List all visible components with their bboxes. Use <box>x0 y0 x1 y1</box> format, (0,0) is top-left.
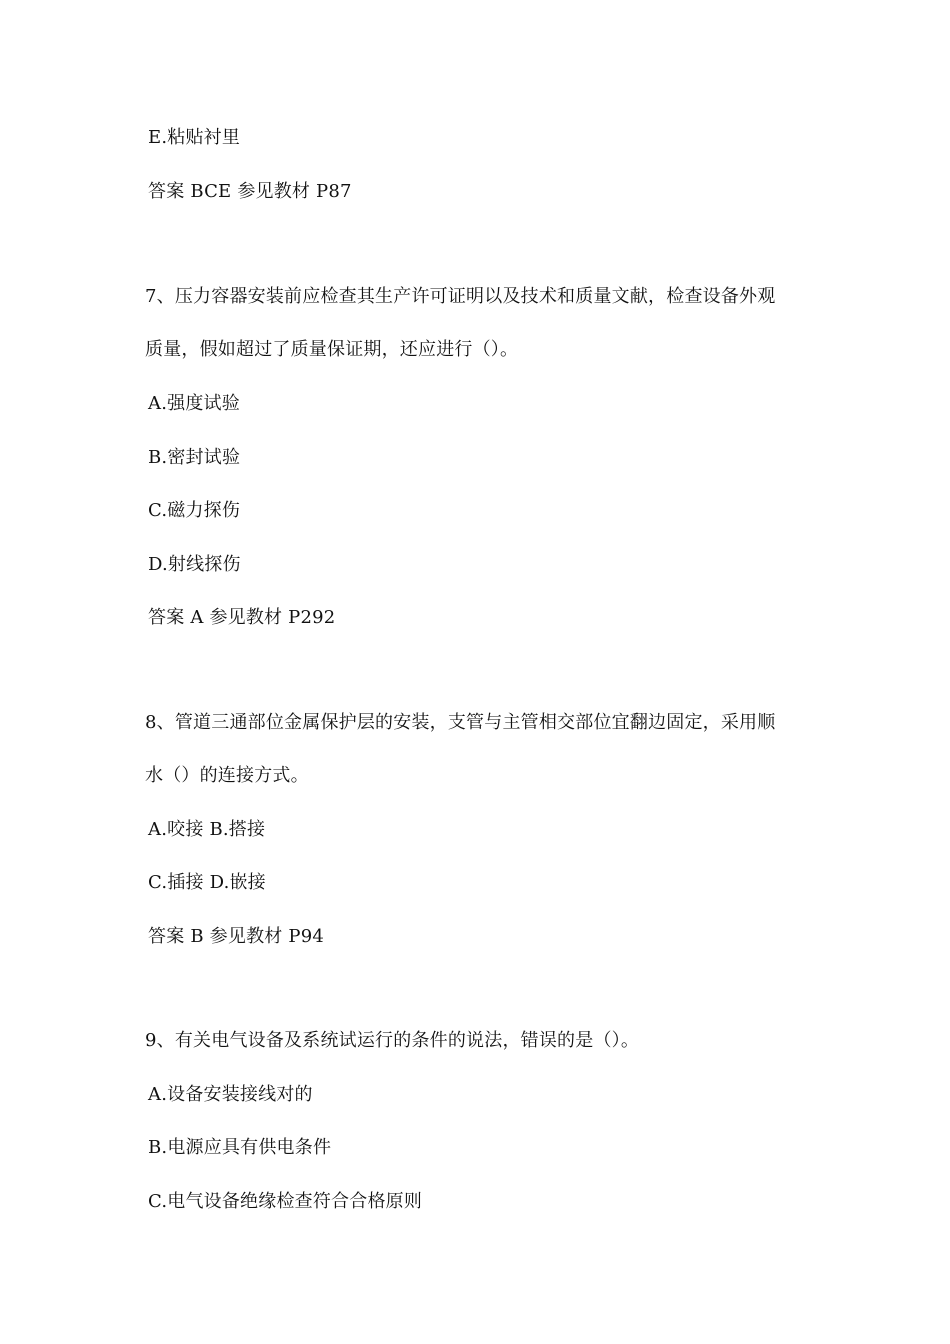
question-7-option-c: C.磁力探伤 <box>148 500 241 521</box>
question-7-option-b: B.密封试验 <box>148 447 241 468</box>
question-7-answer: 答案 A 参见教材 P292 <box>148 607 336 628</box>
question-8-options-ab: A.咬接 B.搭接 <box>148 819 266 840</box>
option-e: E.粘贴衬里 <box>148 127 241 148</box>
question-8-answer: 答案 B 参见教材 P94 <box>148 926 325 947</box>
question-8-line-1: 8、管道三通部位金属保护层的安装，支管与主管相交部位宜翻边固定，采用顺 <box>145 712 776 733</box>
question-8-line-2: 水（）的连接方式。 <box>145 765 309 786</box>
question-9-option-b: B.电源应具有供电条件 <box>148 1137 332 1158</box>
question-7-line-2: 质量，假如超过了质量保证期，还应进行（）。 <box>145 339 519 360</box>
question-7-option-a: A.强度试验 <box>148 393 240 414</box>
question-9-line-1: 9、有关电气设备及系统试运行的条件的说法，错误的是（）。 <box>145 1030 640 1051</box>
question-9-option-a: A.设备安装接线对的 <box>148 1084 313 1105</box>
question-9-option-c: C.电气设备绝缘检查符合合格原则 <box>148 1191 423 1212</box>
answer-line: 答案 BCE 参见教材 P87 <box>148 181 352 202</box>
question-7-option-d: D.射线探伤 <box>148 554 241 575</box>
question-7-line-1: 7、压力容器安装前应检查其生产许可证明以及技术和质量文献，检查设备外观 <box>145 286 776 307</box>
question-8-options-cd: C.插接 D.嵌接 <box>148 872 266 893</box>
